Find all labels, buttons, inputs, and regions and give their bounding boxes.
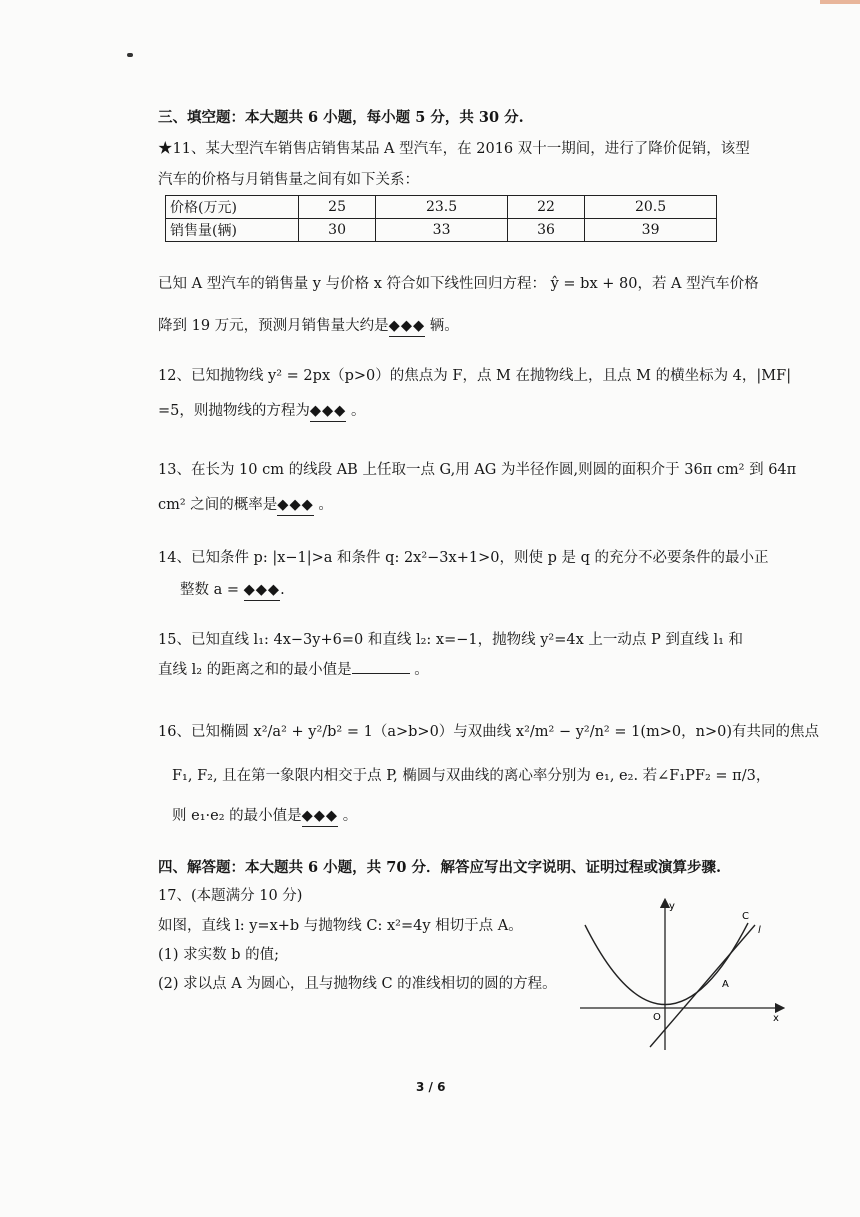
section3-title: 三、填空题：本大题共 6 小题，每小题 5 分，共 30 分. <box>158 109 524 126</box>
q17-part2: (2) 求以点 A 为圆心，且与抛物线 C 的准线相切的圆的方程。 <box>158 976 557 992</box>
q12-line1: 12、已知抛物线 y² = 2px（p>0）的焦点为 F，点 M 在抛物线上，且点 M 的横坐标为 4，|MF| <box>158 368 792 384</box>
q13-line1: 13、在长为 10 cm 的线段 AB 上任取一点 G,用 AG 为半径作圆,则圆的面积介于 36π cm² 到 64π <box>158 462 797 478</box>
table-header-price: 价格(万元) <box>166 196 299 219</box>
q15-line2 <box>158 660 429 680</box>
answer-blank <box>352 673 410 674</box>
q11-line3: 已知 A 型汽车的销售量 y 与价格 x 符合如下线性回归方程： ŷ = bx + 80，若 A 型汽车价格 <box>158 276 759 292</box>
q11-line2: 汽车的价格与月销售量之间有如下关系： <box>158 172 419 188</box>
price-sales-table <box>165 195 717 242</box>
table-cell: 20.5 <box>585 196 717 219</box>
table-cell: 33 <box>376 219 508 242</box>
answer-blank: ◆◆◆ <box>389 316 425 337</box>
table-cell: 36 <box>507 219 584 242</box>
label-l: l <box>758 925 761 936</box>
q17-head: 17、(本题满分 10 分) <box>158 888 303 904</box>
q14-line2-post: . <box>280 582 285 598</box>
q16-line3-pre: 则 e₁·e₂ 的最小值是 <box>172 808 302 824</box>
scan-mark <box>127 53 133 57</box>
scan-corner-mark <box>820 0 860 4</box>
q13-line2 <box>158 495 333 516</box>
label-a: A <box>722 979 729 990</box>
table-row <box>166 219 717 242</box>
q16-line3-post: 。 <box>338 808 358 824</box>
q11-line4-pre: 降到 19 万元，预测月销售量大约是 <box>158 318 389 334</box>
label-x: x <box>773 1013 779 1024</box>
q12-line2 <box>158 401 365 422</box>
section4-title: 四、解答题：本大题共 6 小题，共 70 分．解答应写出文字说明、证明过程或演算步骤. <box>158 859 722 876</box>
parabola-tangent-figure <box>570 895 790 1055</box>
q16-line2: F₁, F₂, 且在第一象限内相交于点 P, 椭圆与双曲线的离心率分别为 e₁, e₂. 若∠F₁PF₂ = π/3， <box>172 768 771 784</box>
label-o: O <box>653 1012 661 1023</box>
q16-line3 <box>172 806 357 827</box>
table-header-sales: 销售量(辆) <box>166 219 299 242</box>
q15-line2-pre: 直线 l₂ 的距离之和的最小值是 <box>158 662 352 678</box>
table-cell: 22 <box>507 196 584 219</box>
q12-line2-pre: =5，则抛物线的方程为 <box>158 403 310 419</box>
tangent-line <box>650 925 755 1047</box>
answer-blank: ◆◆◆ <box>277 495 313 516</box>
answer-blank: ◆◆◆ <box>310 401 346 422</box>
table-row <box>166 196 717 219</box>
q14-line1: 14、已知条件 p: |x−1|>a 和条件 q: 2x²−3x+1>0，则使 p 是 q 的充分不必要条件的最小正 <box>158 550 769 566</box>
q15-line2-post: 。 <box>409 662 429 678</box>
q13-line2-post: 。 <box>313 497 333 513</box>
q11-line4-post: 辆。 <box>425 318 459 334</box>
answer-blank: ◆◆◆ <box>302 806 338 827</box>
label-c: C <box>742 911 749 922</box>
q14-line2-pre: 整数 a = <box>180 582 244 598</box>
q13-line2-pre: cm² 之间的概率是 <box>158 497 278 513</box>
q15-line1: 15、已知直线 l₁: 4x−3y+6=0 和直线 l₂: x=−1，抛物线 y²=4x 上一动点 P 到直线 l₁ 和 <box>158 632 744 648</box>
parabola-curve <box>585 923 748 1005</box>
q16-line1: 16、已知椭圆 x²/a² + y²/b² = 1（a>b>0）与双曲线 x²/m² − y²/n² = 1(m>0，n>0)有共同的焦点 <box>158 724 819 740</box>
q11-line1: ★11、某大型汽车销售店销售某品 A 型汽车，在 2016 双十一期间，进行了降价促销，该型 <box>158 141 750 157</box>
table-cell: 23.5 <box>376 196 508 219</box>
q14-line2 <box>180 580 285 601</box>
table-cell: 25 <box>299 196 376 219</box>
table-cell: 30 <box>299 219 376 242</box>
q11-line4 <box>158 316 459 337</box>
q17-line1: 如图，直线 l: y=x+b 与抛物线 C: x²=4y 相切于点 A。 <box>158 918 523 934</box>
table-cell: 39 <box>585 219 717 242</box>
q12-line2-post: 。 <box>346 403 366 419</box>
answer-blank: ◆◆◆ <box>244 580 280 601</box>
q17-part1: (1) 求实数 b 的值; <box>158 947 280 963</box>
page-number: 3 / 6 <box>416 1080 446 1094</box>
label-y: y <box>669 901 675 912</box>
